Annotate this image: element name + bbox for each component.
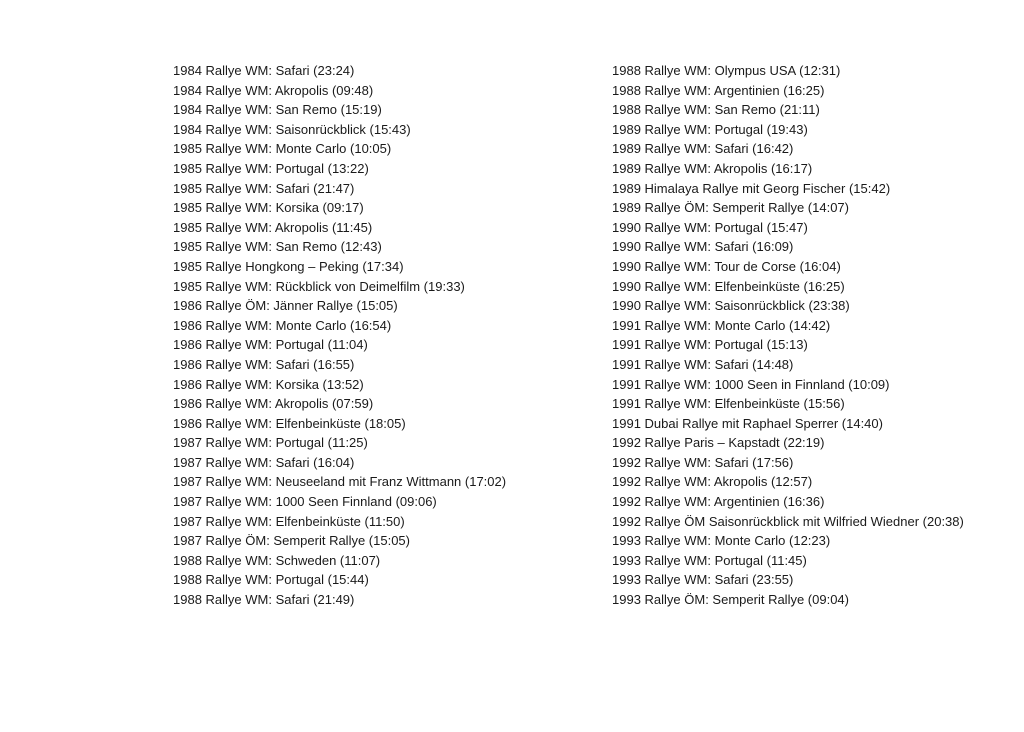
- list-item: 1991 Rallye WM: 1000 Seen in Finnland (10:09): [612, 376, 890, 392]
- list-item: 1985 Rallye WM: Safari (21:47): [173, 180, 355, 196]
- list-item: 1985 Rallye WM: Portugal (13:22): [173, 160, 369, 176]
- list-item: 1986 Rallye WM: Korsika (13:52): [173, 376, 364, 392]
- list-item: 1988 Rallye WM: Olympus USA (12:31): [612, 63, 841, 78]
- list-item: 1991 Rallye WM: Portugal (15:13): [612, 337, 808, 353]
- right-column-list: [612, 61, 1012, 610]
- list-item: 1988 Rallye WM: Schweden (11:07): [173, 552, 381, 568]
- list-item: 1986 Rallye WM: Portugal (11:04): [173, 337, 368, 353]
- list-item: 1984 Rallye WM: Akropolis (09:48): [173, 82, 374, 98]
- list-item: 1987 Rallye ÖM: Semperit Rallye (15:05): [173, 533, 410, 549]
- list-item: 1985 Rallye WM: Korsika (09:17): [173, 200, 364, 216]
- list-item: 1993 Rallye ÖM: Semperit Rallye (09:04): [612, 592, 849, 608]
- list-item: 1989 Rallye WM: Portugal (19:43): [612, 121, 808, 137]
- list-item: 1985 Rallye WM: Akropolis (11:45): [173, 219, 373, 235]
- list-item: 1990 Rallye WM: Safari (16:09): [612, 239, 794, 255]
- list-item: 1991 Rallye WM: Safari (14:48): [612, 356, 794, 372]
- list-item: 1987 Rallye WM: Safari (16:04): [173, 454, 355, 470]
- list-item: 1988 Rallye WM: San Remo (21:11): [612, 102, 820, 118]
- list-item: 1985 Rallye WM: Rückblick von Deimelfilm (19:33): [173, 278, 465, 294]
- list-item: 1993 Rallye WM: Portugal (11:45): [612, 552, 807, 568]
- list-item: 1992 Rallye WM: Argentinien (16:36): [612, 494, 825, 510]
- list-item: 1986 Rallye WM: Safari (16:55): [173, 356, 355, 372]
- list-item: 1989 Rallye WM: Safari (16:42): [612, 141, 794, 157]
- list-item: 1990 Rallye WM: Tour de Corse (16:04): [612, 258, 841, 274]
- list-item: 1988 Rallye WM: Safari (21:49): [173, 592, 355, 608]
- list-item: 1989 Rallye ÖM: Semperit Rallye (14:07): [612, 200, 849, 216]
- list-item: 1992 Rallye ÖM Saisonrückblick mit Wilfried Wiedner (20:38): [612, 513, 964, 529]
- list-item: 1984 Rallye WM: Saisonrückblick (15:43): [173, 121, 411, 137]
- list-item: 1987 Rallye WM: Portugal (11:25): [173, 435, 368, 451]
- list-item: 1990 Rallye WM: Elfenbeinküste (16:25): [612, 278, 845, 294]
- list-item: 1984 Rallye WM: San Remo (15:19): [173, 102, 382, 118]
- list-item: 1992 Rallye Paris – Kapstadt (22:19): [612, 435, 825, 451]
- list-item: 1993 Rallye WM: Monte Carlo (12:23): [612, 533, 831, 549]
- list-item: 1989 Himalaya Rallye mit Georg Fischer (15:42): [612, 180, 891, 196]
- list-item: 1987 Rallye WM: Elfenbeinküste (11:50): [173, 513, 405, 529]
- list-item: 1992 Rallye WM: Safari (17:56): [612, 454, 794, 470]
- list-item: 1986 Rallye WM: Akropolis (07:59): [173, 396, 374, 412]
- list-item: 1990 Rallye WM: Portugal (15:47): [612, 219, 808, 235]
- list-item: 1989 Rallye WM: Akropolis (16:17): [612, 160, 813, 176]
- list-item: 1991 Dubai Rallye mit Raphael Sperrer (14:40): [612, 415, 883, 431]
- list-item: 1988 Rallye WM: Argentinien (16:25): [612, 82, 825, 98]
- list-item: 1984 Rallye WM: Safari (23:24): [173, 63, 355, 78]
- list-item: 1988 Rallye WM: Portugal (15:44): [173, 572, 369, 588]
- list-item: 1987 Rallye WM: Neuseeland mit Franz Wittmann (17:02): [173, 474, 507, 490]
- list-item: 1986 Rallye WM: Monte Carlo (16:54): [173, 317, 392, 333]
- list-item: 1991 Rallye WM: Monte Carlo (14:42): [612, 317, 831, 333]
- list-item: 1985 Rallye WM: Monte Carlo (10:05): [173, 141, 392, 157]
- list-item: 1992 Rallye WM: Akropolis (12:57): [612, 474, 813, 490]
- list-item: 1990 Rallye WM: Saisonrückblick (23:38): [612, 298, 850, 314]
- list-item: 1987 Rallye WM: 1000 Seen Finnland (09:06): [173, 494, 437, 510]
- left-column-list: [173, 61, 593, 610]
- list-item: 1986 Rallye WM: Elfenbeinküste (18:05): [173, 415, 406, 431]
- list-item: 1985 Rallye Hongkong – Peking (17:34): [173, 258, 404, 274]
- list-item: 1991 Rallye WM: Elfenbeinküste (15:56): [612, 396, 845, 412]
- list-item: 1993 Rallye WM: Safari (23:55): [612, 572, 794, 588]
- list-item: 1985 Rallye WM: San Remo (12:43): [173, 239, 382, 255]
- list-item: 1986 Rallye ÖM: Jänner Rallye (15:05): [173, 298, 398, 314]
